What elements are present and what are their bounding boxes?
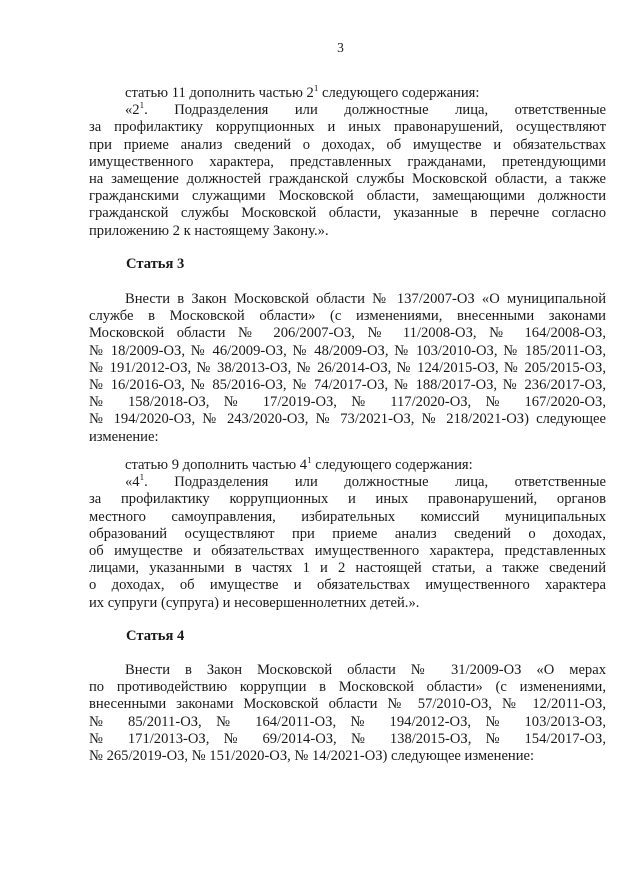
text-line: образований осуществляют при приеме анализ сведений о доходах, — [89, 525, 606, 542]
text-line: по противодействию коррупции в Московской области» (с изменениями, — [89, 679, 606, 696]
text-line: «$4^1$. Подразделения или должностные лица, ответственные — [125, 474, 606, 491]
text-line: № 265/2019-ОЗ, № 151/2020-ОЗ, № 14/2021-ОЗ) следующее изменение: — [89, 748, 535, 765]
text-line: внесенными законами Московской области № 57/2010-ОЗ, № 12/2011-ОЗ, — [89, 696, 606, 713]
text-line: их супруги (супруга) и несовершеннолетних детей.». — [89, 594, 420, 611]
paragraph-intro: статью 11 дополнить частью $2^1$ следующего содержания: — [125, 85, 480, 101]
text-line: № 18/2009-ОЗ, № 46/2009-ОЗ, № 48/2009-ОЗ, № 103/2010-ОЗ, № 185/2011-ОЗ, — [89, 342, 606, 359]
text-line: о доходах, об имуществе и обязательствах имущественного характера — [89, 577, 606, 594]
text-line: № 16/2016-ОЗ, № 85/2016-ОЗ, № 74/2017-ОЗ, № 188/2017-ОЗ, № 236/2017-ОЗ, — [89, 377, 606, 394]
article4-body — [89, 662, 606, 765]
text-line: № 158/2018-ОЗ, № 17/2019-ОЗ, № 117/2020-ОЗ, № 167/2020-ОЗ, — [89, 394, 606, 411]
text-line: за профилактику коррупционных и иных правонарушений, органов — [89, 491, 606, 508]
text-line: Московской области № 206/2007-ОЗ, № 11/2008-ОЗ, № 164/2008-ОЗ, — [89, 325, 606, 342]
text-line: при приеме анализ сведений о доходах, об имуществе и обязательствах — [89, 136, 606, 153]
article4-heading: Статья 4 — [126, 628, 185, 644]
text-line: № 171/2013-ОЗ, № 69/2014-ОЗ, № 138/2015-ОЗ, № 154/2017-ОЗ, — [89, 730, 606, 747]
text-line: Внести в Закон Московской области № 137/2007-ОЗ «О муниципальной — [125, 291, 606, 307]
text-line: об имуществе и обязательствах имущественного характера, представленных — [89, 543, 606, 560]
text-line: гражданской службы Московской области, указанные в перечне согласно — [89, 205, 606, 222]
text-line: лицами, указанными в частях 1 и 2 настоящей статьи, а также сведений — [89, 560, 606, 577]
text-line: Внести в Закон Московской области № 31/2009-ОЗ «О мерах — [125, 662, 606, 678]
text-line: службе в Московской области» (с изменениями, внесенными законами — [89, 308, 606, 325]
text-line: местного самоуправления, избирательных комиссий муниципальных — [89, 508, 606, 525]
section-article9-amendment — [89, 457, 606, 612]
quoted-paragraph — [89, 102, 606, 240]
text-line: приложению 2 к настоящему Закону.». — [89, 222, 329, 239]
page-number: 3 — [337, 40, 344, 55]
paragraph-intro: статью 9 дополнить частью $4^1$ следующего содержания: — [125, 457, 473, 473]
text-line: изменение: — [89, 428, 159, 445]
text-line: № 85/2011-ОЗ, № 164/2011-ОЗ, № 194/2012-ОЗ, № 103/2013-ОЗ, — [89, 713, 606, 730]
text-line: на замещение должностей гражданской службы Московской области, а также — [89, 171, 606, 188]
text-line: «$2^1$. Подразделения или должностные лица, ответственные — [125, 102, 606, 119]
text-line: № 191/2012-ОЗ, № 38/2013-ОЗ, № 26/2014-ОЗ, № 124/2015-ОЗ, № 205/2015-ОЗ, — [89, 359, 606, 376]
section-article11-amendment — [89, 85, 606, 240]
text-line: гражданскими служащими Московской области, замещающими должности — [89, 188, 606, 205]
article3-heading: Статья 3 — [126, 256, 185, 272]
article3-body — [89, 291, 606, 446]
quoted-paragraph — [89, 474, 606, 612]
text-line: № 194/2020-ОЗ, № 243/2020-ОЗ, № 73/2021-ОЗ, № 218/2021-ОЗ) следующее — [89, 411, 606, 428]
text-line: за профилактику коррупционных и иных правонарушений, осуществляют — [89, 119, 606, 136]
text-line: имущественного характера, представленных гражданами, претендующими — [89, 153, 606, 170]
